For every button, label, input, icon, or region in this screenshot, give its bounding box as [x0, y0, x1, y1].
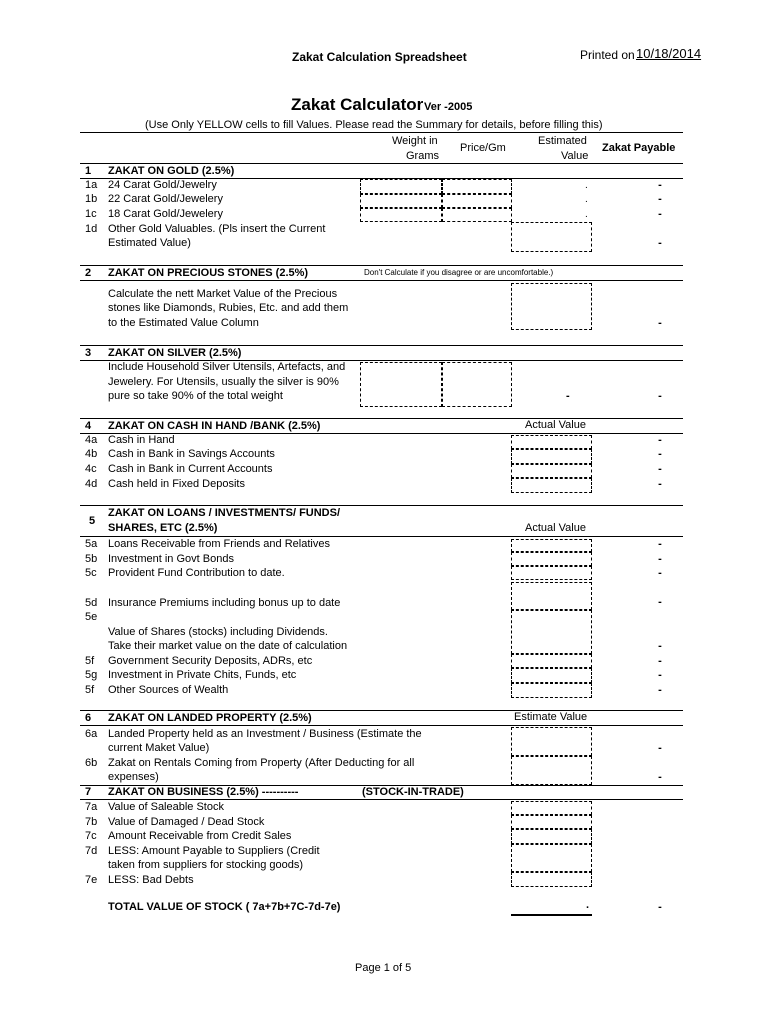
section-title-stones: ZAKAT ON PRECIOUS STONES (2.5%): [108, 267, 309, 279]
total-stock-label: TOTAL VALUE OF STOCK ( 7a+7b+7C-7d-7e): [108, 901, 341, 913]
zakat-payable: -: [658, 463, 662, 475]
col-price: Price/Gm: [460, 142, 506, 154]
col-actual-value: Actual Value: [525, 522, 586, 534]
row-number: 7d: [85, 845, 98, 857]
col-actual-value: Actual Value: [525, 419, 586, 431]
printed-date: 10/18/2014: [636, 46, 702, 61]
col-payable: Zakat Payable: [602, 142, 676, 154]
divider: [80, 725, 683, 726]
page-number: Page 1 of 5: [355, 962, 412, 974]
row-number: 5b: [85, 553, 98, 565]
section-number: 1: [85, 165, 92, 177]
row-number: 6b: [85, 757, 98, 769]
col-estimate-value: Estimate Value: [514, 711, 588, 723]
zakat-payable: -: [658, 596, 662, 608]
row-label: Amount Receivable from Credit Sales: [108, 830, 292, 842]
row-label: Other Sources of Wealth: [108, 684, 229, 696]
row-label-continued: current Maket Value): [108, 742, 210, 754]
divider: [80, 710, 683, 711]
instructions: (Use Only YELLOW cells to fill Values. Please read the Summary for details, before filling this): [145, 119, 603, 131]
sheet-title: Zakat Calculation Spreadsheet: [292, 50, 467, 64]
col-weight-1: Weight in: [392, 135, 438, 147]
row-number: 5f: [85, 684, 95, 696]
zakat-payable: -: [658, 684, 662, 696]
cash-savings-input[interactable]: [511, 449, 592, 464]
divider: [80, 536, 683, 537]
row-number: 7c: [85, 830, 97, 842]
row-label: Landed Property held as an Investment / Business (Estimate the: [108, 728, 422, 740]
zakat-payable: -: [658, 193, 662, 205]
row-label: 18 Carat Gold/Jewelery: [108, 208, 223, 220]
divider: [80, 280, 683, 281]
zakat-payable: -: [658, 317, 662, 329]
row-number: 7e: [85, 874, 98, 886]
row-label: Cash in Hand: [108, 434, 175, 446]
gold-18-price-input[interactable]: [442, 208, 512, 222]
credit-sales-input[interactable]: [511, 829, 592, 844]
row-label: LESS: Amount Payable to Suppliers (Credit: [108, 845, 320, 857]
gold-24-price-input[interactable]: [442, 179, 512, 194]
section-title-cash: ZAKAT ON CASH IN HAND /BANK (2.5%): [108, 420, 321, 432]
zakat-payable: -: [658, 390, 662, 402]
stones-value-input[interactable]: [511, 283, 592, 330]
section-number: 6: [85, 712, 92, 724]
row-label-continued: Estimated Value): [108, 237, 191, 249]
gold-18-weight-input[interactable]: [360, 208, 442, 222]
dead-stock-input[interactable]: [511, 815, 592, 829]
col-est-2: Value: [561, 150, 589, 162]
cash-fixed-input[interactable]: [511, 478, 592, 493]
provident-fund-input[interactable]: [511, 566, 592, 580]
silver-desc-1: Include Household Silver Utensils, Artefacts, and: [108, 361, 346, 373]
row-number: 4b: [85, 448, 98, 460]
col-est-1: Estimated: [538, 135, 587, 147]
bad-debts-input[interactable]: [511, 872, 592, 887]
zakat-payable: -: [658, 179, 662, 191]
cash-current-input[interactable]: [511, 464, 592, 478]
estimated-value: .: [585, 194, 588, 205]
row-label: Loans Receivable from Friends and Relatives: [108, 538, 330, 550]
divider: [80, 505, 683, 506]
gold-other-value-input[interactable]: [511, 222, 592, 252]
row-number: 4a: [85, 434, 98, 446]
row-number: 1c: [85, 208, 97, 220]
estimated-value: .: [585, 209, 588, 220]
section-number: 7: [85, 786, 92, 798]
page-title: Zakat Calculator: [291, 95, 424, 114]
row-number: 1d: [85, 223, 98, 235]
row-label: Cash in Bank in Current Accounts: [108, 463, 273, 475]
row-label-continued: expenses): [108, 771, 159, 783]
row-label-continued: Take their market value on the date of calculation: [108, 640, 348, 652]
row-label: Value of Saleable Stock: [108, 801, 224, 813]
divider: [80, 265, 683, 266]
row-number: 5e: [85, 611, 98, 623]
row-number: 7b: [85, 816, 98, 828]
silver-price-input[interactable]: [442, 362, 512, 407]
gold-22-weight-input[interactable]: [360, 194, 442, 208]
row-number: 5a: [85, 538, 98, 550]
section-title-gold: ZAKAT ON GOLD (2.5%): [108, 165, 235, 177]
row-label: 22 Carat Gold/Jewelery: [108, 193, 223, 205]
version-label: Ver -2005: [424, 101, 473, 113]
silver-desc-3: pure so take 90% of the total weight: [108, 390, 283, 402]
loans-receivable-input[interactable]: [511, 539, 592, 552]
section-title-business: ZAKAT ON BUSINESS (2.5%) ----------: [108, 786, 299, 798]
divider: [80, 799, 683, 800]
saleable-stock-input[interactable]: [511, 801, 592, 815]
zakat-payable: -: [658, 742, 662, 754]
total-zakat-payable: -: [658, 901, 662, 913]
govt-deposits-input[interactable]: [511, 654, 592, 668]
row-number: 4c: [85, 463, 97, 475]
row-label: 24 Carat Gold/Jewelry: [108, 179, 217, 191]
row-number: 5c: [85, 567, 97, 579]
insurance-input[interactable]: [511, 582, 592, 610]
section-title-loans-2: SHARES, ETC (2.5%): [108, 522, 218, 534]
divider: [80, 163, 683, 164]
row-number: 5g: [85, 669, 98, 681]
silver-weight-input[interactable]: [360, 362, 442, 407]
gold-22-price-input[interactable]: [442, 194, 512, 208]
zakat-payable: -: [658, 655, 662, 667]
payable-suppliers-input[interactable]: [511, 844, 592, 872]
divider: [80, 132, 683, 133]
rentals-input[interactable]: [511, 756, 592, 785]
row-number: 4d: [85, 478, 98, 490]
zakat-payable: -: [658, 640, 662, 652]
row-label: Government Security Deposits, ADRs, etc: [108, 655, 313, 667]
gold-24-weight-input[interactable]: [360, 179, 442, 194]
row-label: Cash in Bank in Savings Accounts: [108, 448, 275, 460]
stones-desc-3: to the Estimated Value Column: [108, 317, 259, 329]
zakat-payable: -: [658, 669, 662, 681]
landed-property-input[interactable]: [511, 727, 592, 756]
row-label: Cash held in Fixed Deposits: [108, 478, 245, 490]
shares-input[interactable]: [511, 610, 592, 654]
zakat-payable: -: [658, 434, 662, 446]
total-stock-value: .: [586, 899, 590, 911]
total-underline: [511, 914, 592, 916]
silver-desc-2: Jewelery. For Utensils, usually the silver is 90%: [108, 376, 339, 388]
section-number: 3: [85, 347, 92, 359]
estimated-value: -: [566, 390, 570, 402]
row-label: Value of Shares (stocks) including Dividends.: [108, 626, 328, 638]
row-number: 5f: [85, 655, 95, 667]
section-title-loans-1: ZAKAT ON LOANS / INVESTMENTS/ FUNDS/: [108, 507, 341, 519]
zakat-payable: -: [658, 538, 662, 550]
stones-desc-1: Calculate the nett Market Value of the Precious: [108, 288, 338, 300]
row-label: Investment in Govt Bonds: [108, 553, 234, 565]
stones-note: Don't Calculate if you disagree or are uncomfortable.): [364, 268, 554, 277]
section-title-silver: ZAKAT ON SILVER (2.5%): [108, 347, 242, 359]
row-number: 6a: [85, 728, 98, 740]
govt-bonds-input[interactable]: [511, 552, 592, 566]
section-number: 4: [85, 420, 92, 432]
row-label: LESS: Bad Debts: [108, 874, 194, 886]
section-subtitle-business: (STOCK-IN-TRADE): [362, 786, 464, 798]
row-number: 1a: [85, 179, 98, 191]
row-label: Other Gold Valuables. (Pls insert the Current: [108, 223, 326, 235]
row-number: 7a: [85, 801, 98, 813]
stones-desc-2: stones like Diamonds, Rubies, Etc. and add them: [108, 302, 349, 314]
estimated-value: .: [585, 180, 588, 191]
zakat-payable: -: [658, 208, 662, 220]
section-title-property: ZAKAT ON LANDED PROPERTY (2.5%): [108, 712, 312, 724]
row-label: Insurance Premiums including bonus up to date: [108, 597, 341, 609]
row-label: Value of Damaged / Dead Stock: [108, 816, 265, 828]
divider: [80, 418, 683, 419]
divider: [80, 345, 683, 346]
row-label: Zakat on Rentals Coming from Property (After Deducting for all: [108, 757, 415, 769]
row-number: 1b: [85, 193, 98, 205]
section-number: 5: [89, 515, 96, 527]
zakat-payable: -: [658, 448, 662, 460]
row-label-continued: taken from suppliers for stocking goods): [108, 859, 304, 871]
row-label: Provident Fund Contribution to date.: [108, 567, 285, 579]
row-number: 5d: [85, 597, 98, 609]
zakat-payable: -: [658, 567, 662, 579]
private-chits-input[interactable]: [511, 668, 592, 683]
cash-hand-input[interactable]: [511, 435, 592, 449]
printed-label: Printed on: [580, 48, 635, 62]
zakat-payable: -: [658, 237, 662, 249]
other-wealth-input[interactable]: [511, 683, 592, 698]
zakat-payable: -: [658, 478, 662, 490]
row-label: Investment in Private Chits, Funds, etc: [108, 669, 297, 681]
zakat-payable: -: [658, 771, 662, 783]
section-number: 2: [85, 267, 92, 279]
zakat-payable: -: [658, 553, 662, 565]
col-weight-2: Grams: [406, 150, 439, 162]
